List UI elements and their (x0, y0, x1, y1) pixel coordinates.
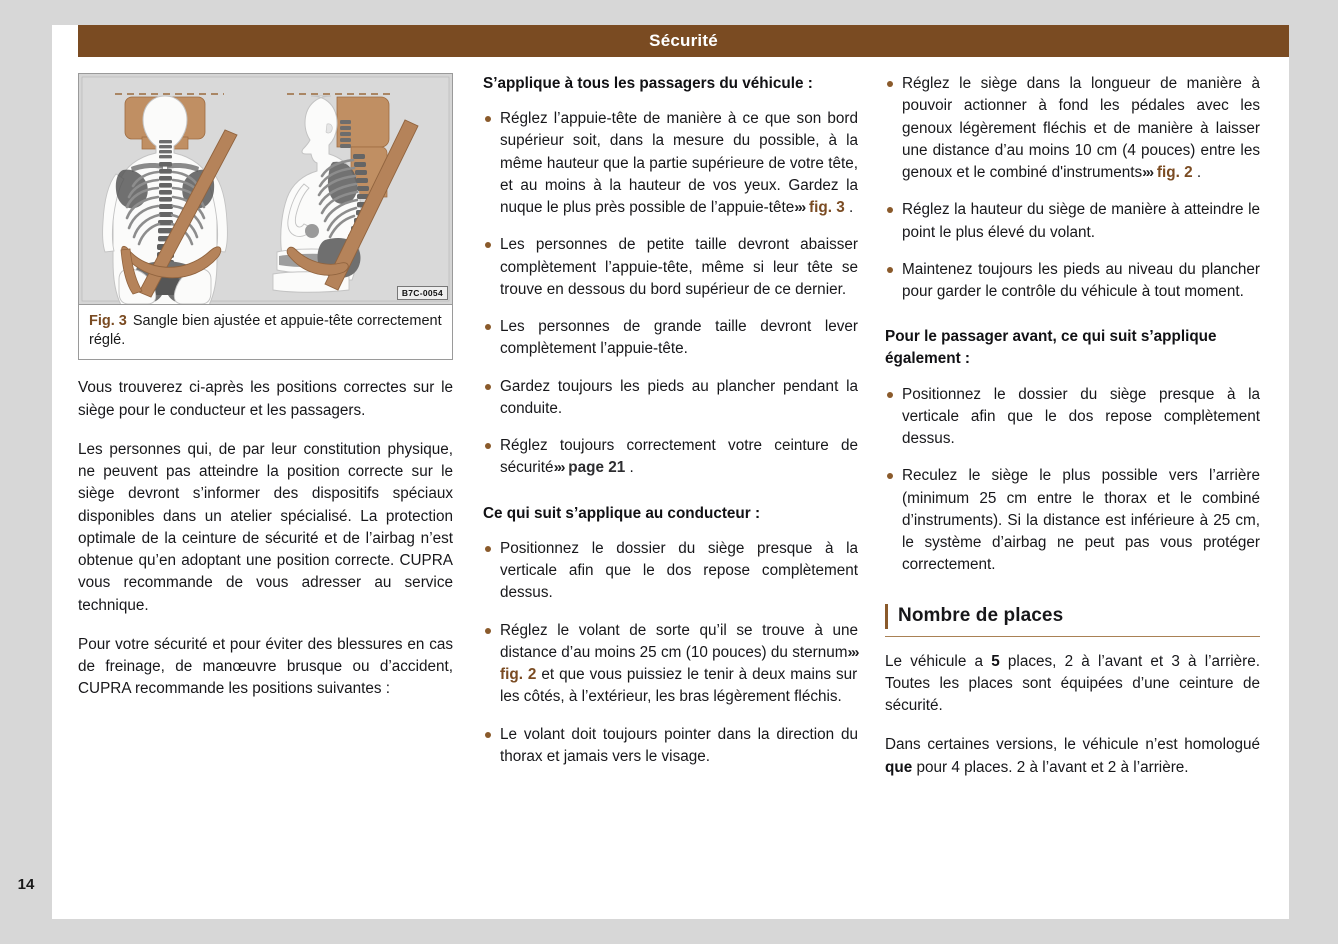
right-column (885, 73, 1260, 779)
cross-reference-chevron-icon: ››› (794, 199, 805, 217)
cross-reference-chevron-icon: ››› (553, 459, 565, 477)
left-column (78, 73, 453, 701)
middle-bullet-list-1 (483, 108, 858, 480)
bullet-dot-icon (485, 116, 491, 122)
middle-heading-1: S’applique à tous les passagers du véhicule : (483, 75, 813, 92)
bullet-dot-icon (485, 324, 491, 330)
version-text-a: Dans certaines versions, le véhicule n’est homologué (885, 736, 1260, 754)
cross-reference-link[interactable]: fig. 2 (1152, 164, 1197, 181)
section-heading-bar (885, 604, 888, 629)
cross-reference-link[interactable]: page 21 (564, 459, 630, 477)
bullet-text: Positionnez le dossier du siège presque à la verticale afin que le dos repose complètement dessus. (902, 385, 1260, 448)
bullet-dot-icon (887, 81, 893, 87)
left-column-body (78, 377, 453, 700)
bullet-item (483, 435, 858, 480)
document-page (52, 25, 1289, 919)
bullet-item (483, 620, 858, 709)
bullet-text: Gardez toujours les pieds au plancher pendant la conduite. (500, 377, 858, 417)
bullet-dot-icon (887, 207, 893, 213)
figure-code-label: B7C-0054 (397, 286, 448, 300)
left-paragraph-1: Vous trouverez ci-après les positions correctes sur le siège pour le conducteur et les passagers. (78, 379, 453, 419)
section-heading-nombre-de-places (885, 603, 1260, 637)
bullet-item (483, 108, 858, 219)
middle-heading-2: Ce qui suit s’applique au conducteur : (483, 504, 761, 522)
bullet-dot-icon (485, 732, 491, 738)
seatbelt-skeleton-illustration (79, 74, 452, 304)
bullet-dot-icon (887, 473, 893, 479)
bullet-dot-icon (485, 628, 491, 634)
bullet-dot-icon (485, 242, 491, 248)
bullet-item (483, 316, 858, 361)
right-bullet-list-2 (885, 384, 1260, 577)
bullet-item (885, 199, 1260, 244)
bullet-item (483, 376, 858, 421)
bullet-text: Maintenez toujours les pieds au niveau du plancher pour garder le contrôle du véhicule à tout moment. (902, 260, 1260, 300)
bullet-dot-icon (485, 384, 491, 390)
figure-block (78, 73, 453, 360)
left-paragraph-3: Pour votre sécurité et pour éviter des blessures en cas de freinage, de manœuvre brusque ou d’accident, CUPRA recommande les positions suivantes : (78, 635, 453, 698)
bullet-text: Réglez l’appuie-tête de manière à ce que son bord supérieur soit, dans la mesure du possible, à la même hauteur que la partie supérieure de votre tête, et au moins à la hauteur de vos yeux. Gardez la nuque le plus près possible de l’appuie-tête (500, 110, 858, 217)
page-header-bar (78, 25, 1289, 57)
bullet-text: Le volant doit toujours pointer dans la direction du thorax et jamais vers le visage. (500, 725, 858, 765)
figure-number-label: Fig. 3 (89, 313, 127, 329)
bullet-text: Reculez le siège le plus possible vers l’arrière (minimum 25 cm entre le thorax et le combiné d’instruments). Si la distance est inférieure à 25 cm, le système d’airbag ne peut pas vous protéger correctement. (902, 467, 1260, 574)
bullet-text-continued: . (1196, 164, 1202, 181)
bullet-item (885, 465, 1260, 576)
figure-caption-text: Sangle bien ajustée et appuie-tête correctement réglé. (89, 313, 442, 349)
bullet-dot-icon (887, 267, 893, 273)
cross-reference-link[interactable]: fig. 3 (804, 199, 849, 217)
figure-illustration (78, 73, 453, 305)
section-heading-text: Nombre de places (898, 604, 1064, 626)
seat-text-a: Le véhicule a (885, 652, 992, 670)
figure-caption (78, 305, 453, 360)
bullet-item (483, 538, 858, 605)
bullet-dot-icon (485, 546, 491, 552)
bullet-item (483, 234, 858, 301)
right-bullet-list-1 (885, 73, 1260, 303)
bullet-text: Les personnes de grande taille devront lever complètement l’appuie-tête. (500, 318, 858, 358)
left-paragraph-2: Les personnes qui, de par leur constitution physique, ne peuvent pas atteindre la position correcte sur le siège devront s’informer des dispositifs spéciaux disponibles dans un atelier spécialisé. La protection optimale de la ceinture de sécurité et de l’airbag n’est obtenue qu’en adoptant une position correcte. CUPRA vous recommande de vous adresser au service technique. (78, 440, 453, 614)
right-heading-1: Pour le passager avant, ce qui suit s’applique également : (885, 328, 1217, 368)
bullet-text: Réglez la hauteur du siège de manière à atteindre le point le plus élevé du volant. (902, 201, 1260, 241)
version-emphasis: que (885, 758, 913, 776)
bullet-item (483, 724, 858, 769)
seat-text-c: places, 2 à l’avant et 3 à l’arrière. Toutes les places sont équipées d’une ceinture de sécurité. (885, 652, 1260, 715)
bullet-item (885, 259, 1260, 304)
bullet-text: Les personnes de petite taille devront abaisser complètement l’appuie-tête, même si leur tête se trouve en dessous du bord supérieur de ce dernier. (500, 236, 858, 298)
page-header-title: Sécurité (649, 31, 718, 50)
bullet-item (885, 73, 1260, 184)
bullet-dot-icon (485, 443, 491, 449)
middle-bullet-list-2 (483, 538, 858, 768)
right-section-paragraph-2 (885, 734, 1260, 779)
middle-column (483, 73, 858, 768)
bullet-text: Positionnez le dossier du siège presque à la verticale afin que le dos repose complètement dessus. (500, 539, 858, 602)
bullet-text: Réglez le siège dans la longueur de manière à pouvoir actionner à fond les pédales avec les genoux légèrement fléchis et de manière à laisser une distance d’au moins 10 cm (4 pouces) entre les genoux et le combiné d'instruments (902, 75, 1260, 181)
bullet-text-continued: . (848, 199, 854, 217)
bullet-text-continued: . (629, 459, 634, 477)
bullet-dot-icon (887, 392, 893, 398)
cross-reference-chevron-icon: ››› (1142, 164, 1153, 181)
bullet-item (885, 384, 1260, 451)
bullet-text: Réglez le volant de sorte qu’il se trouve à une distance d’au moins 25 cm (10 pouces) du sternum (500, 621, 858, 661)
seat-count-value: 5 (991, 652, 1000, 670)
cross-reference-chevron-icon: ››› (847, 643, 858, 661)
right-section-paragraph-1 (885, 651, 1260, 718)
page-number: 14 (0, 864, 52, 904)
version-text-c: pour 4 places. 2 à l’avant et 2 à l’arrière. (912, 758, 1189, 776)
bullet-text-continued: et que vous puissiez le tenir à deux mains sur les côtés, à l’extérieur, les bras légèrement fléchis. (500, 666, 858, 706)
bullet-text: Réglez toujours correctement votre ceinture de sécurité (500, 437, 858, 477)
cross-reference-link[interactable]: fig. 2 (500, 666, 542, 684)
